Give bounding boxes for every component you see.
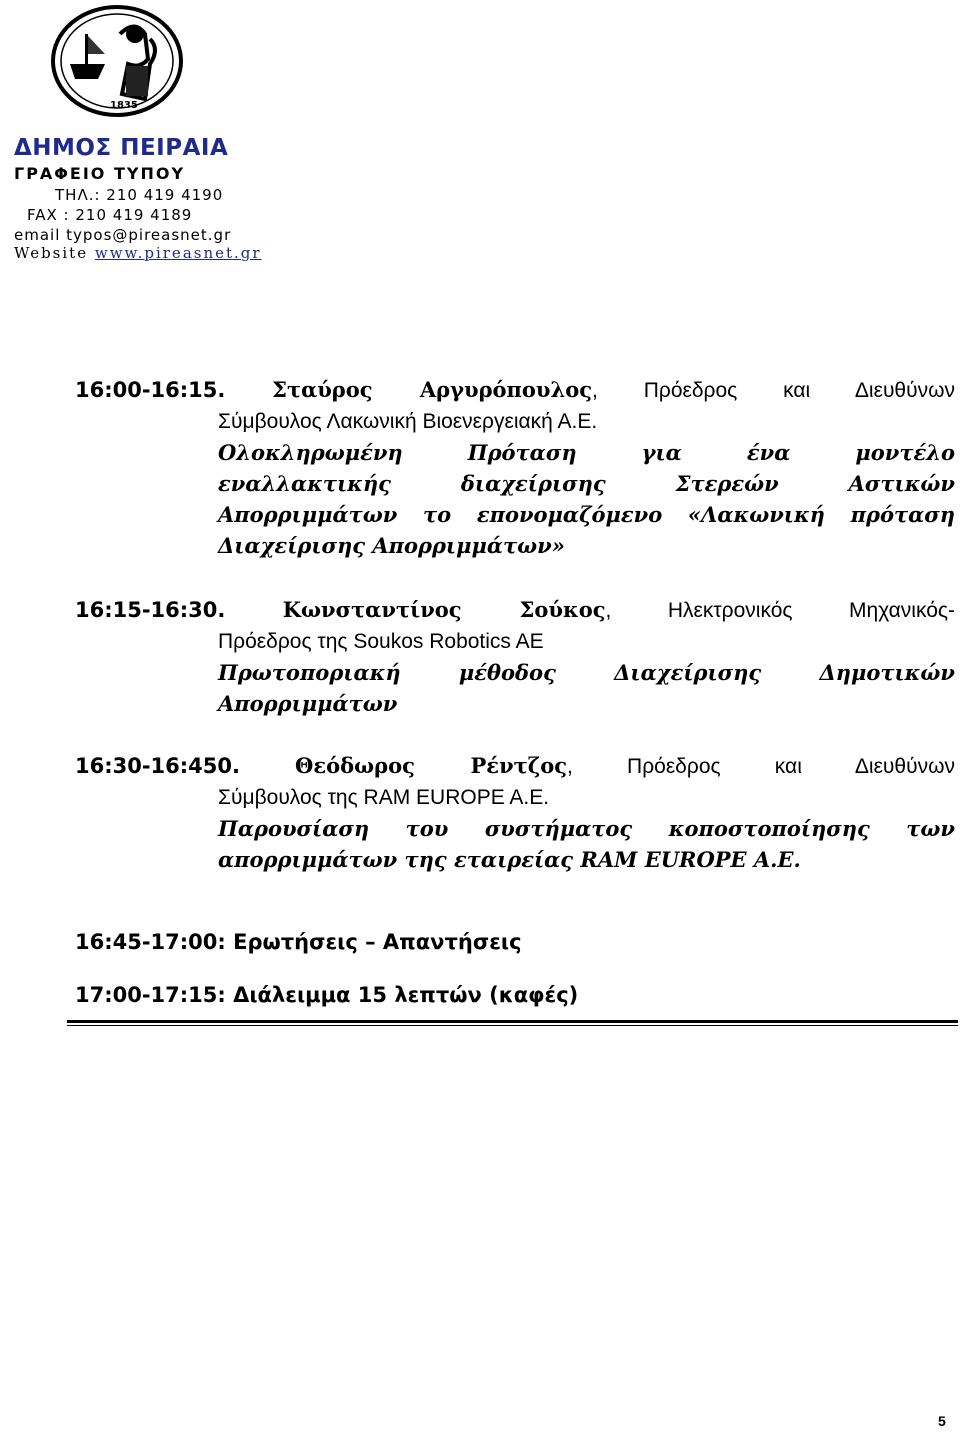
item-3-role: , Πρόεδρος και Διευθύνων <box>567 755 955 778</box>
item-2-role: , Ηλεκτρονικός Μηχανικός- <box>605 599 955 622</box>
item-2-speaker: Κωνσταντίνος Σούκος <box>282 597 606 622</box>
header-title: ΔΗΜΟΣ ΠΕΙΡΑΙΑ <box>14 135 229 161</box>
item-1-topic-line-4: Διαχείρισης Απορριμμάτων» <box>218 533 565 558</box>
schedule-item-3 <box>75 750 955 875</box>
svg-text:1835: 1835 <box>110 100 138 111</box>
separator-thick <box>67 1020 958 1023</box>
item-3-speaker: Θεόδωρος Ρέντζος <box>295 753 568 778</box>
item-1-topic-line-3: Απορριμμάτων το επονομαζόμενο «Λακωνική πρόταση <box>218 502 955 527</box>
header-fax: FAX : 210 419 4189 <box>27 206 193 224</box>
header-subtitle: ΓΡΑΦΕΙΟ ΤΥΠΟΥ <box>14 164 186 183</box>
item-1-topic-line-1: Ολοκληρωμένη Πρόταση για ένα μοντέλο <box>218 440 955 465</box>
schedule-item-3-headline <box>75 750 955 782</box>
page-number: 5 <box>938 1413 946 1429</box>
item-2-time: 16:15-16:30. <box>75 598 226 622</box>
coffee-break: 17:00-17:15: Διάλειμμα 15 λεπτών (καφές) <box>75 983 579 1007</box>
item-3-role-continued: Σύμβουλος της RAM EUROPE A.E. <box>218 786 550 809</box>
separator-thin <box>67 1025 958 1026</box>
item-3-topic-line-1: Παρουσίαση του συστήματος κοποστοποίησης των <box>218 816 955 841</box>
item-1-role-continued: Σύμβουλος Λακωνική Βιοενεργειακή Α.Ε. <box>218 410 598 433</box>
header-phone: ΤΗΛ.: 210 419 4190 <box>55 186 224 204</box>
schedule-item-1-headline <box>75 374 955 406</box>
municipality-logo <box>50 4 185 119</box>
item-1-speaker: Σταύρος Αργυρόπουλος <box>272 377 593 402</box>
item-1-topic-line-2: εναλλακτικής διαχείρισης Στερεών Αστικών <box>218 471 955 496</box>
item-1-time: 16:00-16:15. <box>75 378 226 402</box>
item-2-topic-line-1: Πρωτοποριακή μέθοδος Διαχείρισης Δημοτικών <box>218 660 955 685</box>
item-3-topic-line-2: απορριμμάτων της εταιρείας RAM EUROPE A.E. <box>218 847 801 872</box>
header-email: email typos@pireasnet.gr <box>14 226 232 244</box>
item-1-role: , Πρόεδρος και Διευθύνων <box>592 379 955 402</box>
item-3-time: 16:30-16:450. <box>75 754 240 778</box>
header-website <box>14 246 262 261</box>
item-2-topic-line-2: Απορριμμάτων <box>218 691 398 716</box>
item-2-role-continued: Πρόεδρος της Soukos Robotics AE <box>218 630 544 653</box>
schedule-item-2-headline <box>75 594 955 626</box>
qa-session: 16:45-17:00: Ερωτήσεις – Απαντήσεις <box>75 930 522 954</box>
website-link[interactable]: www.pireasnet.gr <box>94 244 262 262</box>
website-label: Website <box>14 244 89 262</box>
schedule-item-2 <box>75 594 955 719</box>
schedule-item-1 <box>75 374 955 561</box>
